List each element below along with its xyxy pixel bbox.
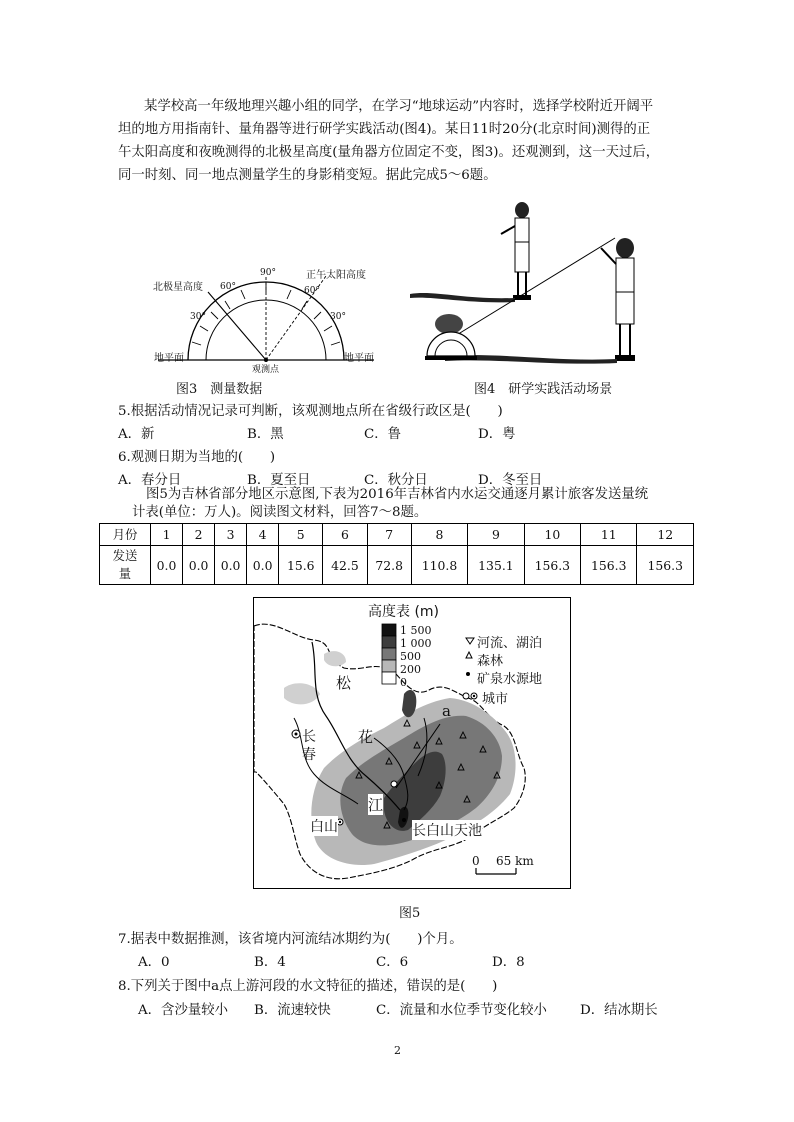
question-7-stem: 7.据表中数据推测，该省境内河流结冰期约为( )个月。 <box>118 932 463 947</box>
intro-paragraph <box>118 95 688 187</box>
table-header-volume <box>100 546 151 585</box>
table-row-months <box>100 524 694 546</box>
intro-line-2: 坦的地方用指南针、量角器等进行研学实践活动(图4)。某日11时20分(北京时间)测得的正 <box>118 122 651 137</box>
q5-option-c[interactable]: C．鲁 <box>364 427 402 442</box>
question-5-stem: 5.根据活动情况记录可判断，该观测地点所在省级行政区是( ) <box>118 404 503 419</box>
question-6-stem: 6.观测日期为当地的( ) <box>118 450 276 465</box>
table-cell-value: 156.3 <box>524 546 580 585</box>
table-cell-month: 12 <box>637 524 694 546</box>
legend-elev-500: 500 <box>400 650 421 663</box>
table-cell-value: 15.6 <box>279 546 323 585</box>
elevation-legend <box>382 624 396 684</box>
label-30-left: 30° <box>190 312 206 322</box>
q6-option-d[interactable]: D．冬至日 <box>478 473 543 488</box>
map-label-changchun-b: 春 <box>302 747 316 763</box>
table-cell-month: 6 <box>323 524 367 546</box>
scale-distance: 65 km <box>496 854 534 868</box>
q7-option-a[interactable]: A．0 <box>138 955 170 970</box>
table-cell-value: 110.8 <box>411 546 467 585</box>
intro-line-3: 午太阳高度和夜晚测得的北极星高度(量角器方位固定不变，图3)。还观测到，这一天过后， <box>118 145 660 160</box>
table-cell-month: 2 <box>183 524 215 546</box>
label-60-right: 60° <box>304 286 320 296</box>
map-legend-title: 高度表 (m) <box>368 604 440 620</box>
table-cell-month: 5 <box>279 524 323 546</box>
table-cell-month: 8 <box>411 524 467 546</box>
table-cell-month: 3 <box>215 524 247 546</box>
label-60-left: 60° <box>220 282 236 292</box>
student-top-figure <box>501 202 531 300</box>
map-label-jiang: 江 <box>368 796 384 814</box>
table-cell-value: 0.0 <box>215 546 247 585</box>
figure-4-caption: 图4 研学实践活动场景 <box>474 382 613 397</box>
legend-forest: 森林 <box>477 654 504 669</box>
map-label-song: 松 <box>336 674 352 692</box>
label-ground-right: 地平面 <box>344 353 374 364</box>
table-cell-value: 0.0 <box>247 546 279 585</box>
label-ground-left: 地平面 <box>154 353 184 364</box>
table-cell-month: 9 <box>468 524 524 546</box>
table-header-volume-line1: 发送 <box>112 548 138 563</box>
table-cell-value: 42.5 <box>323 546 367 585</box>
label-noon-sun-height: 正午太阳高度 <box>306 270 366 281</box>
table-cell-month: 4 <box>247 524 279 546</box>
intro-line-4: 同一时刻、同一地点测量学生的身影稍变短。据此完成5～6题。 <box>118 168 497 183</box>
label-30-right: 30° <box>330 312 346 322</box>
legend-elev-200: 200 <box>400 663 421 676</box>
table-cell-value: 0.0 <box>183 546 215 585</box>
q5-option-b[interactable]: B．黑 <box>247 427 284 442</box>
scale-zero: 0 <box>472 854 480 868</box>
q7-option-d[interactable]: D．8 <box>492 955 525 970</box>
table-cell-value: 156.3 <box>581 546 637 585</box>
q6-option-a[interactable]: A．春分日 <box>118 473 182 488</box>
legend-elev-1000: 1 000 <box>400 637 432 650</box>
label-observer: 观测点 <box>252 365 280 375</box>
q7-option-c[interactable]: C．6 <box>376 955 409 970</box>
map-label-changchun-a: 长 <box>302 729 316 745</box>
table-cell-value: 135.1 <box>468 546 524 585</box>
label-polaris-height: 北极星高度 <box>153 282 203 293</box>
table-cell-month: 11 <box>581 524 637 546</box>
q7-option-b[interactable]: B．4 <box>254 955 286 970</box>
legend-elev-1500: 1 500 <box>400 624 432 637</box>
q5-option-a[interactable]: A．新 <box>118 427 155 442</box>
legend-city: 城市 <box>482 692 509 707</box>
label-90: 90° <box>260 268 276 278</box>
table-cell-value: 72.8 <box>367 546 411 585</box>
intro2-line-1: 图5为吉林省部分地区示意图,下表为2016年吉林省内水运交通逐月累计旅客发送量统 <box>146 487 649 502</box>
map-label-point-a: a <box>442 702 451 720</box>
q8-option-b[interactable]: B．流速较快 <box>254 1003 331 1018</box>
student-crouching-figure <box>425 314 477 360</box>
map-label-baishan: 白山 <box>310 816 338 836</box>
question-8-stem: 8.下列关于图中a点上游河段的水文特征的描述，错误的是( ) <box>118 979 498 994</box>
student-right-figure <box>601 238 635 361</box>
figure-3-protractor <box>148 262 388 375</box>
legend-river-lake: 河流、湖泊 <box>477 636 543 651</box>
table-cell-value: 0.0 <box>151 546 183 585</box>
figure-3-caption: 图3 测量数据 <box>176 382 263 397</box>
map-label-hua: 花 <box>358 728 374 746</box>
legend-elev-0: 0 <box>400 676 407 689</box>
q6-option-c[interactable]: C．秋分日 <box>364 473 428 488</box>
q5-option-d[interactable]: D．粤 <box>478 427 516 442</box>
map-label-tianchi: 长白山天池 <box>412 820 482 840</box>
q6-option-b[interactable]: B．夏至日 <box>247 473 311 488</box>
page-number: 2 <box>394 1044 401 1057</box>
table-row-volume <box>100 546 694 585</box>
figure-5-map <box>253 597 571 889</box>
q8-option-d[interactable]: D．结冰期长 <box>580 1003 658 1018</box>
figure-5-caption: 图5 <box>399 906 421 921</box>
passenger-volume-table <box>99 523 694 585</box>
q8-option-a[interactable]: A．含沙量较小 <box>138 1003 229 1018</box>
q8-option-c[interactable]: C．流量和水位季节变化较小 <box>376 1003 547 1018</box>
intro2-line-2: 计表(单位：万人)。阅读图文材料，回答7～8题。 <box>132 505 428 520</box>
table-header-volume-line2: 量 <box>118 566 132 581</box>
table-cell-month: 1 <box>151 524 183 546</box>
table-cell-month: 7 <box>367 524 411 546</box>
table-cell-month: 10 <box>524 524 580 546</box>
table-cell-value: 156.3 <box>637 546 694 585</box>
legend-mineral-water: 矿泉水源地 <box>477 672 543 687</box>
table-header-month: 月份 <box>100 524 151 546</box>
intro-line-1: 某学校高一年级地理兴趣小组的同学，在学习“地球运动”内容时，选择学校附近开阔平 <box>144 99 654 114</box>
figure-4-scene <box>405 196 660 371</box>
